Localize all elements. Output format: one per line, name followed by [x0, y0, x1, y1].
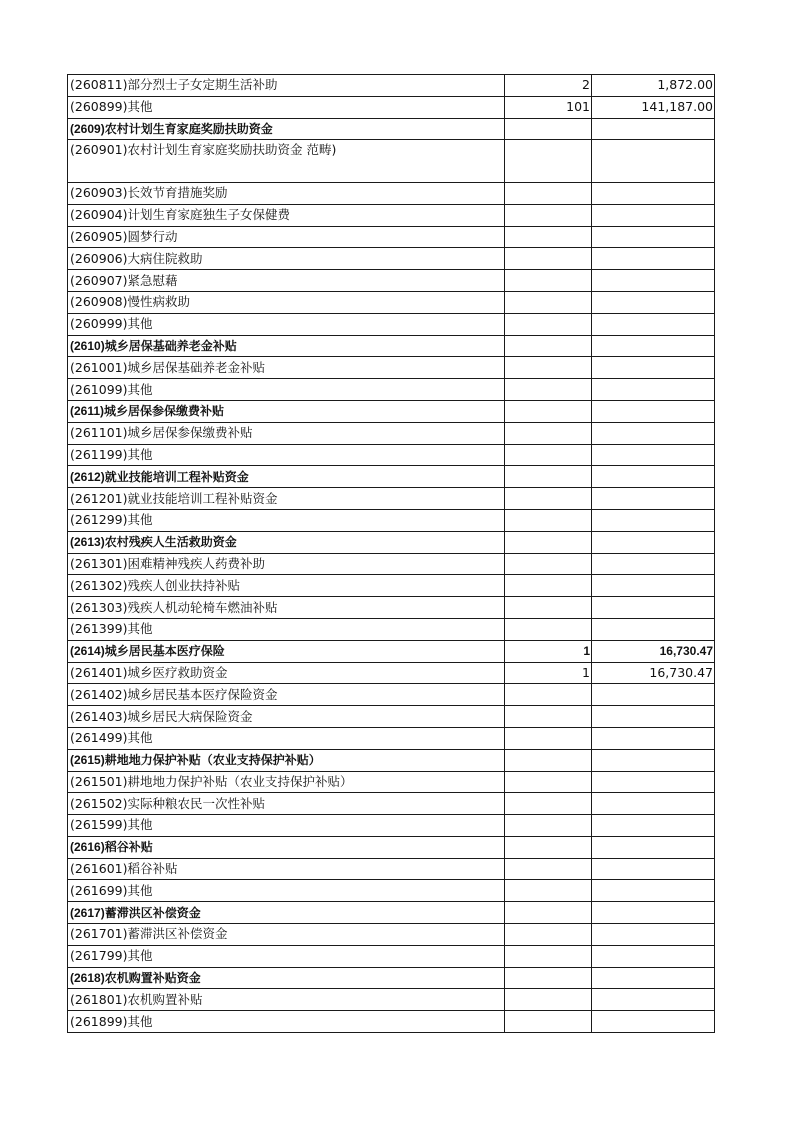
- item-name-cell: (261499)其他: [68, 727, 505, 749]
- amount-cell: [592, 291, 715, 313]
- count-cell: [505, 553, 592, 575]
- table-row: [68, 989, 715, 1011]
- table-row: [68, 379, 715, 401]
- amount-cell: [592, 488, 715, 510]
- table-row: [68, 509, 715, 531]
- count-cell: 1: [505, 640, 592, 662]
- amount-cell: [592, 118, 715, 140]
- count-cell: [505, 1011, 592, 1033]
- count-cell: [505, 684, 592, 706]
- table-row: [68, 248, 715, 270]
- amount-cell: [592, 749, 715, 771]
- table-row: [68, 1011, 715, 1033]
- count-cell: [505, 313, 592, 335]
- item-name-cell: (261301)困难精神残疾人药费补助: [68, 553, 505, 575]
- table-row: [68, 706, 715, 728]
- item-name-cell: (261801)农机购置补贴: [68, 989, 505, 1011]
- item-name-cell: (2609)农村计划生育家庭奖励扶助资金: [68, 118, 505, 140]
- item-name-cell: (261601)稻谷补贴: [68, 858, 505, 880]
- amount-cell: [592, 989, 715, 1011]
- item-name-cell: (260903)长效节育措施奖励: [68, 182, 505, 204]
- item-name-cell: (2618)农机购置补贴资金: [68, 967, 505, 989]
- count-cell: [505, 291, 592, 313]
- amount-cell: [592, 1011, 715, 1033]
- table-row: [68, 771, 715, 793]
- count-cell: [505, 945, 592, 967]
- count-cell: [505, 118, 592, 140]
- count-cell: [505, 924, 592, 946]
- table-row: [68, 575, 715, 597]
- item-name-cell: (261502)实际种粮农民一次性补贴: [68, 793, 505, 815]
- table-row: [68, 488, 715, 510]
- item-name-cell: (261001)城乡居保基础养老金补贴: [68, 357, 505, 379]
- amount-cell: [592, 335, 715, 357]
- amount-cell: [592, 880, 715, 902]
- table-row: [68, 291, 715, 313]
- amount-cell: [592, 400, 715, 422]
- count-cell: [505, 815, 592, 837]
- count-cell: 1: [505, 662, 592, 684]
- amount-cell: 16,730.47: [592, 640, 715, 662]
- item-name-cell: (2614)城乡居民基本医疗保险: [68, 640, 505, 662]
- amount-cell: [592, 575, 715, 597]
- table-row: [68, 815, 715, 837]
- table-row: [68, 357, 715, 379]
- count-cell: [505, 902, 592, 924]
- item-name-cell: (2616)稻谷补贴: [68, 836, 505, 858]
- amount-cell: [592, 815, 715, 837]
- amount-cell: [592, 553, 715, 575]
- item-name-cell: (261199)其他: [68, 444, 505, 466]
- table-row: [68, 945, 715, 967]
- item-name-cell: (261799)其他: [68, 945, 505, 967]
- item-name-cell: (260905)圆梦行动: [68, 226, 505, 248]
- count-cell: [505, 706, 592, 728]
- category-row: [68, 335, 715, 357]
- category-row: [68, 400, 715, 422]
- amount-cell: [592, 204, 715, 226]
- amount-cell: [592, 182, 715, 204]
- count-cell: [505, 858, 592, 880]
- table-row: [68, 858, 715, 880]
- item-name-cell: (261302)残疾人创业扶持补贴: [68, 575, 505, 597]
- item-name-cell: (261099)其他: [68, 379, 505, 401]
- amount-cell: [592, 140, 715, 183]
- amount-cell: [592, 509, 715, 531]
- item-name-cell: (261401)城乡医疗救助资金: [68, 662, 505, 684]
- table-row: [68, 444, 715, 466]
- amount-cell: [592, 379, 715, 401]
- count-cell: [505, 182, 592, 204]
- count-cell: [505, 204, 592, 226]
- table-row: [68, 618, 715, 640]
- item-name-cell: (260907)紧急慰藉: [68, 270, 505, 292]
- category-row: [68, 749, 715, 771]
- item-name-cell: (2615)耕地地力保护补贴（农业支持保护补贴）: [68, 749, 505, 771]
- table-row: [68, 226, 715, 248]
- table-row: [68, 270, 715, 292]
- table-row: [68, 924, 715, 946]
- count-cell: [505, 140, 592, 183]
- table-row: [68, 727, 715, 749]
- item-name-cell: (2612)就业技能培训工程补贴资金: [68, 466, 505, 488]
- item-name-cell: (260901)农村计划生育家庭奖励扶助资金 范畴): [68, 140, 505, 183]
- item-name-cell: (261501)耕地地力保护补贴（农业支持保护补贴）: [68, 771, 505, 793]
- count-cell: [505, 444, 592, 466]
- table-row: [68, 96, 715, 118]
- amount-cell: [592, 270, 715, 292]
- item-name-cell: (261699)其他: [68, 880, 505, 902]
- amount-cell: [592, 902, 715, 924]
- subsidy-table-body: [68, 75, 715, 1033]
- count-cell: [505, 379, 592, 401]
- count-cell: [505, 575, 592, 597]
- amount-cell: 141,187.00: [592, 96, 715, 118]
- table-row: [68, 422, 715, 444]
- count-cell: [505, 400, 592, 422]
- amount-cell: [592, 618, 715, 640]
- amount-cell: 1,872.00: [592, 75, 715, 97]
- amount-cell: [592, 444, 715, 466]
- amount-cell: [592, 727, 715, 749]
- count-cell: [505, 771, 592, 793]
- item-name-cell: (261201)就业技能培训工程补贴资金: [68, 488, 505, 510]
- amount-cell: [592, 248, 715, 270]
- subsidy-table: [67, 74, 715, 1033]
- count-cell: [505, 531, 592, 553]
- item-name-cell: (260904)计划生育家庭独生子女保健费: [68, 204, 505, 226]
- count-cell: [505, 270, 592, 292]
- amount-cell: [592, 422, 715, 444]
- count-cell: [505, 836, 592, 858]
- count-cell: [505, 597, 592, 619]
- table-row: [68, 182, 715, 204]
- item-name-cell: (261403)城乡居民大病保险资金: [68, 706, 505, 728]
- table-row: [68, 880, 715, 902]
- amount-cell: [592, 357, 715, 379]
- count-cell: [505, 727, 592, 749]
- count-cell: [505, 749, 592, 771]
- item-name-cell: (260999)其他: [68, 313, 505, 335]
- item-name-cell: (2610)城乡居保基础养老金补贴: [68, 335, 505, 357]
- category-row: [68, 967, 715, 989]
- amount-cell: [592, 924, 715, 946]
- item-name-cell: (260811)部分烈士子女定期生活补助: [68, 75, 505, 97]
- count-cell: [505, 509, 592, 531]
- amount-cell: [592, 706, 715, 728]
- table-row: [68, 553, 715, 575]
- table-row: [68, 204, 715, 226]
- category-row: [68, 466, 715, 488]
- count-cell: [505, 357, 592, 379]
- count-cell: [505, 967, 592, 989]
- category-row: [68, 836, 715, 858]
- count-cell: [505, 226, 592, 248]
- item-name-cell: (260906)大病住院救助: [68, 248, 505, 270]
- amount-cell: [592, 858, 715, 880]
- count-cell: [505, 422, 592, 444]
- amount-cell: [592, 945, 715, 967]
- item-name-cell: (261402)城乡居民基本医疗保险资金: [68, 684, 505, 706]
- item-name-cell: (261101)城乡居保参保缴费补贴: [68, 422, 505, 444]
- count-cell: [505, 793, 592, 815]
- amount-cell: [592, 771, 715, 793]
- amount-cell: [592, 597, 715, 619]
- item-name-cell: (260899)其他: [68, 96, 505, 118]
- item-name-cell: (261599)其他: [68, 815, 505, 837]
- count-cell: [505, 880, 592, 902]
- amount-cell: [592, 226, 715, 248]
- amount-cell: [592, 313, 715, 335]
- count-cell: [505, 618, 592, 640]
- amount-cell: 16,730.47: [592, 662, 715, 684]
- item-name-cell: (261899)其他: [68, 1011, 505, 1033]
- count-cell: [505, 335, 592, 357]
- item-name-cell: (260908)慢性病救助: [68, 291, 505, 313]
- count-cell: [505, 248, 592, 270]
- table-row: [68, 75, 715, 97]
- category-row: [68, 118, 715, 140]
- item-name-cell: (2617)蓄滞洪区补偿资金: [68, 902, 505, 924]
- amount-cell: [592, 466, 715, 488]
- table-row: [68, 684, 715, 706]
- item-name-cell: (261299)其他: [68, 509, 505, 531]
- table-row: [68, 313, 715, 335]
- table-row: [68, 140, 715, 183]
- category-row: [68, 531, 715, 553]
- item-name-cell: (261701)蓄滞洪区补偿资金: [68, 924, 505, 946]
- count-cell: 2: [505, 75, 592, 97]
- count-cell: [505, 989, 592, 1011]
- amount-cell: [592, 836, 715, 858]
- amount-cell: [592, 684, 715, 706]
- item-name-cell: (261303)残疾人机动轮椅车燃油补贴: [68, 597, 505, 619]
- amount-cell: [592, 531, 715, 553]
- category-row: [68, 640, 715, 662]
- category-row: [68, 902, 715, 924]
- count-cell: 101: [505, 96, 592, 118]
- amount-cell: [592, 793, 715, 815]
- table-row: [68, 662, 715, 684]
- table-row: [68, 597, 715, 619]
- table-row: [68, 793, 715, 815]
- item-name-cell: (2611)城乡居保参保缴费补贴: [68, 400, 505, 422]
- amount-cell: [592, 967, 715, 989]
- item-name-cell: (261399)其他: [68, 618, 505, 640]
- count-cell: [505, 466, 592, 488]
- item-name-cell: (2613)农村残疾人生活救助资金: [68, 531, 505, 553]
- count-cell: [505, 488, 592, 510]
